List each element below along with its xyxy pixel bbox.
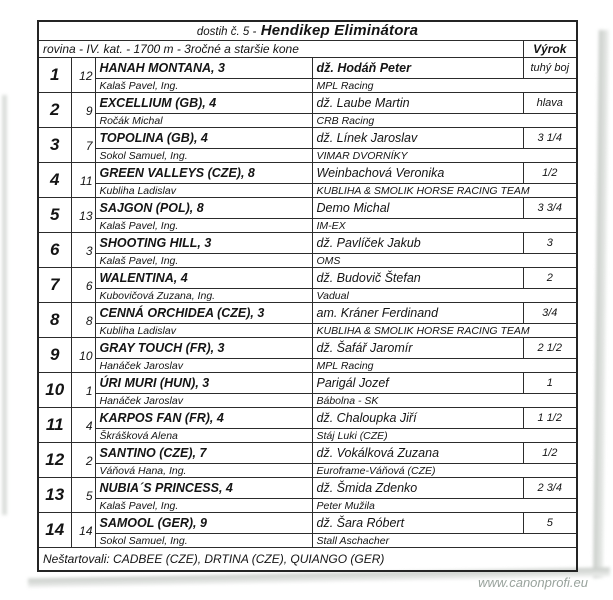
start-number: 14 xyxy=(71,513,95,548)
race-number-label: dostih č. 5 - xyxy=(196,26,257,38)
verdict-value: hlava xyxy=(523,93,577,114)
place-number: 4 xyxy=(38,163,71,198)
horse-name: WALENTINA, 4 xyxy=(95,268,312,289)
stable-name: OMS xyxy=(312,254,577,268)
table-row xyxy=(38,303,577,324)
start-number: 6 xyxy=(71,268,95,303)
stable-name: VIMAR DVORNÍKY xyxy=(312,149,577,163)
start-number: 5 xyxy=(71,478,95,513)
jockey-cell xyxy=(312,268,523,289)
jockey-cell xyxy=(312,198,523,219)
jockey-cell xyxy=(312,443,523,464)
race-conditions-row xyxy=(38,41,577,58)
non-starters-row xyxy=(38,548,577,572)
table-row xyxy=(38,58,577,79)
start-number: 11 xyxy=(71,163,95,198)
jockey-name: am. Kráner Ferdinand xyxy=(316,306,439,320)
start-number: 2 xyxy=(71,443,95,478)
horse-name: KARPOS FAN (FR), 4 xyxy=(95,408,312,429)
place-number: 11 xyxy=(38,408,71,443)
verdict-value: 1 xyxy=(523,373,577,394)
jockey-name: Demo Michal xyxy=(316,201,390,215)
race-name: Hendikep Eliminátora xyxy=(260,22,419,39)
start-number: 9 xyxy=(71,93,95,128)
trainer-name: Kalaš Pavel, Ing. xyxy=(95,79,312,93)
jockey-cell xyxy=(312,58,523,79)
stable-name: Stáj Luki (CZE) xyxy=(312,429,577,443)
stable-name: IM-EX xyxy=(312,219,577,233)
place-number: 5 xyxy=(38,198,71,233)
start-number: 12 xyxy=(71,58,95,93)
table-row-secondary xyxy=(38,499,577,513)
jockey-name: dž. Vokálková Zuzana xyxy=(316,446,440,460)
table-row-secondary xyxy=(38,219,577,233)
start-number: 8 xyxy=(71,303,95,338)
verdict-value: 3 1/4 xyxy=(523,128,577,149)
place-number: 2 xyxy=(38,93,71,128)
verdict-value: 3/4 xyxy=(523,303,577,324)
jockey-name: dž. Šafář Jaromír xyxy=(316,341,413,355)
jockey-name: dž. Chaloupka Jiří xyxy=(316,411,417,425)
verdict-value: 1 1/2 xyxy=(523,408,577,429)
table-row-secondary xyxy=(38,394,577,408)
verdict-value: 1/2 xyxy=(523,163,577,184)
jockey-name: dž. Budovič Štefan xyxy=(316,271,421,285)
place-number: 1 xyxy=(38,58,71,93)
table-row xyxy=(38,198,577,219)
scan-shadow-right xyxy=(593,30,609,578)
jockey-cell xyxy=(312,128,523,149)
table-row-secondary xyxy=(38,149,577,163)
trainer-name: Sokol Samuel, Ing. xyxy=(95,149,312,163)
place-number: 3 xyxy=(38,128,71,163)
jockey-name: dž. Línek Jaroslav xyxy=(316,131,418,145)
trainer-name: Kalaš Pavel, Ing. xyxy=(95,499,312,513)
trainer-name: Sokol Samuel, Ing. xyxy=(95,534,312,548)
start-number: 10 xyxy=(71,338,95,373)
jockey-name: Parigál Jozef xyxy=(316,376,389,390)
start-number: 7 xyxy=(71,128,95,163)
stable-name: KUBLIHA & SMOLIK HORSE RACING TEAM xyxy=(312,184,577,198)
trainer-name: Škrášková Alena xyxy=(95,429,312,443)
place-number: 12 xyxy=(38,443,71,478)
trainer-name: Ročák Michal xyxy=(95,114,312,128)
table-row-secondary xyxy=(38,324,577,338)
verdict-value: 2 xyxy=(523,268,577,289)
table-row-secondary xyxy=(38,79,577,93)
table-row-secondary xyxy=(38,184,577,198)
start-number: 1 xyxy=(71,373,95,408)
stable-name: CRB Racing xyxy=(312,114,577,128)
table-row-secondary xyxy=(38,289,577,303)
jockey-name: dž. Hodáň Peter xyxy=(316,61,411,75)
trainer-name: Váňová Hana, Ing. xyxy=(95,464,312,478)
table-row xyxy=(38,478,577,499)
table-row xyxy=(38,128,577,149)
trainer-name: Kubliha Ladislav xyxy=(95,184,312,198)
jockey-cell xyxy=(312,93,523,114)
table-row-secondary xyxy=(38,359,577,373)
place-number: 6 xyxy=(38,233,71,268)
jockey-name: dž. Šara Róbert xyxy=(316,516,405,530)
trainer-name: Kubliha Ladislav xyxy=(95,324,312,338)
stable-name: Bábolna - SK xyxy=(312,394,577,408)
verdict-value: 2 3/4 xyxy=(523,478,577,499)
horse-name: GREEN VALLEYS (CZE), 8 xyxy=(95,163,312,184)
verdict-value: 2 1/2 xyxy=(523,338,577,359)
jockey-cell xyxy=(312,338,523,359)
jockey-name: dž. Pavlíček Jakub xyxy=(316,236,421,250)
table-row-secondary xyxy=(38,429,577,443)
jockey-cell xyxy=(312,408,523,429)
place-number: 7 xyxy=(38,268,71,303)
table-row xyxy=(38,373,577,394)
place-number: 9 xyxy=(38,338,71,373)
jockey-name: dž. Laube Martin xyxy=(316,96,410,110)
non-starters-text: Neštartovali: CADBEE (CZE), DRTINA (CZE), QUIANGO (GER) xyxy=(43,552,385,566)
race-conditions: rovina - IV. kat. - 1700 m - 3ročné a staršie kone xyxy=(38,41,523,58)
stable-name: MPL Racing xyxy=(312,359,577,373)
jockey-name: Weinbachová Veronika xyxy=(316,166,445,180)
trainer-name: Kalaš Pavel, Ing. xyxy=(95,219,312,233)
place-number: 14 xyxy=(38,513,71,548)
horse-name: SHOOTING HILL, 3 xyxy=(95,233,312,254)
stable-name: Euroframe-Váňová (CZE) xyxy=(312,464,577,478)
table-row xyxy=(38,93,577,114)
verdict-value: 5 xyxy=(523,513,577,534)
table-row xyxy=(38,268,577,289)
horse-name: GRAY TOUCH (FR), 3 xyxy=(95,338,312,359)
place-number: 8 xyxy=(38,303,71,338)
race-title-row xyxy=(38,21,577,41)
verdict-value: 3 xyxy=(523,233,577,254)
jockey-cell xyxy=(312,513,523,534)
table-row xyxy=(38,408,577,429)
stable-name: Stall Aschacher xyxy=(312,534,577,548)
stable-name: KUBLIHA & SMOLIK HORSE RACING TEAM xyxy=(312,324,577,338)
table-row-secondary xyxy=(38,254,577,268)
place-number: 10 xyxy=(38,373,71,408)
jockey-cell xyxy=(312,373,523,394)
jockey-cell xyxy=(312,478,523,499)
table-row xyxy=(38,163,577,184)
jockey-cell xyxy=(312,303,523,324)
table-row xyxy=(38,233,577,254)
start-number: 13 xyxy=(71,198,95,233)
race-results-table xyxy=(37,20,578,572)
jockey-cell xyxy=(312,163,523,184)
watermark-link: www.canonprofi.eu xyxy=(478,575,588,590)
table-row xyxy=(38,513,577,534)
trainer-name: Hanáček Jaroslav xyxy=(95,359,312,373)
trainer-name: Kalaš Pavel, Ing. xyxy=(95,254,312,268)
scan-shadow-left xyxy=(2,95,7,515)
race-title-cell xyxy=(38,21,577,41)
horse-name: SAMOOL (GER), 9 xyxy=(95,513,312,534)
stable-name: Vadual xyxy=(312,289,577,303)
horse-name: TOPOLINA (GB), 4 xyxy=(95,128,312,149)
jockey-name: dž. Šmida Zdenko xyxy=(316,481,418,495)
start-number: 3 xyxy=(71,233,95,268)
trainer-name: Kubovičová Zuzana, Ing. xyxy=(95,289,312,303)
horse-name: CENNÁ ORCHIDEA (CZE), 3 xyxy=(95,303,312,324)
trainer-name: Hanáček Jaroslav xyxy=(95,394,312,408)
horse-name: ÚRI MURI (HUN), 3 xyxy=(95,373,312,394)
verdict-value: 1/2 xyxy=(523,443,577,464)
table-row-secondary xyxy=(38,464,577,478)
verdict-column-header: Výrok xyxy=(523,41,577,58)
stable-name: Peter Mužila xyxy=(312,499,577,513)
horse-name: SAJGON (POL), 8 xyxy=(95,198,312,219)
horse-name: SANTINO (CZE), 7 xyxy=(95,443,312,464)
stable-name: MPL Racing xyxy=(312,79,577,93)
place-number: 13 xyxy=(38,478,71,513)
verdict-value: 3 3/4 xyxy=(523,198,577,219)
table-row xyxy=(38,338,577,359)
table-row-secondary xyxy=(38,534,577,548)
horse-name: EXCELLIUM (GB), 4 xyxy=(95,93,312,114)
table-row xyxy=(38,443,577,464)
start-number: 4 xyxy=(71,408,95,443)
jockey-cell xyxy=(312,233,523,254)
results-body xyxy=(38,58,577,548)
horse-name: HANAH MONTANA, 3 xyxy=(95,58,312,79)
verdict-value: tuhý boj xyxy=(523,58,577,79)
horse-name: NUBIA´S PRINCESS, 4 xyxy=(95,478,312,499)
table-row-secondary xyxy=(38,114,577,128)
